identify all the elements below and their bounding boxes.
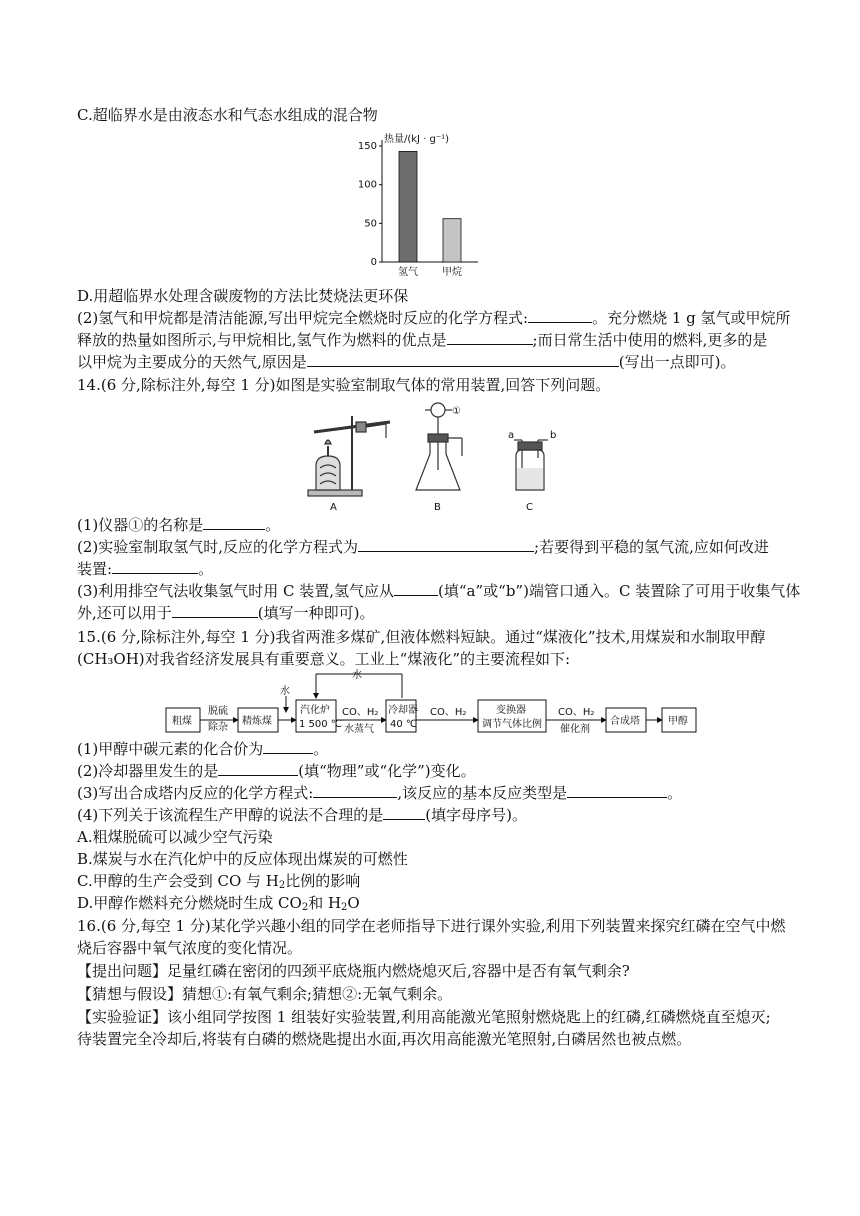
q15-p1-text: (1)甲醇中碳元素的化合价为 bbox=[77, 740, 264, 758]
q15-opt-d-sub-1: 2 bbox=[301, 902, 309, 913]
q14-part1 bbox=[77, 514, 280, 536]
answer-blank[interactable] bbox=[307, 351, 619, 367]
q14-stem: 14.(6 分,除标注外,每空 1 分)如图是实验室制取气体的常用装置,回答下列问题。 bbox=[77, 376, 611, 394]
q13-p2-text-3: 释放的热量如图所示,与甲烷相比,氢气作为燃料的优点是 bbox=[77, 331, 447, 349]
q13-option-d: D.用超临界水处理含碳废物的方法比焚烧法更环保 bbox=[77, 287, 409, 305]
answer-blank[interactable] bbox=[447, 329, 533, 345]
q16-stem-line2: 烧后容器中氧气浓度的变化情况。 bbox=[77, 939, 303, 957]
q14-p1-end: 。 bbox=[265, 516, 281, 534]
flow-gas-mix-4: CO、H₂ bbox=[558, 707, 595, 718]
answer-blank[interactable] bbox=[313, 782, 397, 798]
chart-bar-2 bbox=[443, 219, 461, 262]
answer-blank[interactable] bbox=[218, 760, 298, 776]
flow-desulfur-2: 除杂 bbox=[208, 722, 228, 733]
q14-p2-text-2: ;若要得到平稳的氢气流,应如何改进 bbox=[534, 538, 769, 556]
flow-synthesis-tower: 合成塔 bbox=[610, 716, 640, 727]
answer-blank[interactable] bbox=[358, 536, 534, 552]
q13-part2-line2 bbox=[77, 329, 767, 351]
flow-gas-mix-3: CO、H₂ bbox=[430, 707, 467, 718]
q14-p2-text-3: 装置: bbox=[77, 560, 113, 578]
flow-gas-mix-1: CO、H₂ bbox=[342, 707, 379, 718]
q14-p1-text: (1)仪器①的名称是 bbox=[77, 516, 204, 534]
q16-verify-line1: 【实验验证】该小组同学按图 1 组装好实验装置,利用高能激光笔照射燃烧匙上的红磷,红磷燃烧直至熄灭; bbox=[77, 1008, 771, 1026]
q14-p3-text-1: (3)利用排空气法收集氢气时用 C 装置,氢气应从 bbox=[77, 582, 395, 600]
answer-blank[interactable] bbox=[172, 602, 258, 618]
chart-category-label: 甲烷 bbox=[442, 267, 462, 278]
q13-p2-text-1: (2)氢气和甲烷都是清洁能源,写出甲烷完全燃烧时反应的化学方程式: bbox=[77, 309, 529, 327]
q15-p3-text-3: 。 bbox=[667, 784, 683, 802]
q15-stem-line2: (CH₃OH)对我省经济发展具有重要意义。工业上“煤液化”的主要流程如下: bbox=[77, 650, 571, 668]
q14-p3-text-3: 外,还可以用于 bbox=[77, 604, 172, 622]
q13-p2-text-4: ;而日常生活中使用的燃料,更多的是 bbox=[532, 331, 768, 349]
answer-blank[interactable] bbox=[263, 738, 313, 754]
q15-p3-text-1: (3)写出合成塔内反应的化学方程式: bbox=[77, 784, 314, 802]
flow-desulfur-1: 脱硫 bbox=[208, 706, 228, 717]
q16-stem-line1: 16.(6 分,每空 1 分)某化学兴趣小组的同学在老师指导下进行课外实验,利用下列装置来探究红磷在空气中燃 bbox=[77, 917, 786, 935]
q13-p2-text-6: (写出一点即可)。 bbox=[618, 353, 736, 371]
q16-hypothesis: 【猜想与假设】猜想①:有氧气剩余;猜想②:无氧气剩余。 bbox=[77, 985, 453, 1003]
flow-water-top: 水 bbox=[352, 670, 362, 681]
q15-part1 bbox=[77, 738, 328, 760]
chart-y-tick-label: 50 bbox=[364, 218, 377, 230]
q14-p3-text-2: (填“a”或“b”)端管口通入。C 装置除了可用于收集气体 bbox=[438, 582, 801, 600]
q15-p4-text-1: (4)下列关于该流程生产甲醇的说法不合理的是 bbox=[77, 806, 384, 824]
coal-liquefaction-flow bbox=[160, 668, 700, 740]
flow-methanol: 甲醇 bbox=[668, 716, 688, 727]
answer-blank[interactable] bbox=[394, 580, 438, 596]
chart-y-tick-label: 0 bbox=[370, 257, 377, 268]
q15-option-a: A.粗煤脱硫可以减少空气污染 bbox=[77, 828, 273, 846]
answer-blank[interactable] bbox=[528, 307, 592, 323]
q15-opt-c-sub: 2 bbox=[278, 880, 286, 891]
q13-option-c: C.超临界水是由液态水和气态水组成的混合物 bbox=[77, 106, 378, 124]
label-c: C bbox=[526, 502, 533, 513]
chart-category-label: 氢气 bbox=[398, 267, 418, 278]
flow-gasifier-2: 1 500 ℃ bbox=[299, 719, 343, 730]
q15-opt-d-text-1: D.甲醇作燃料充分燃烧时生成 CO bbox=[77, 894, 302, 912]
flow-converter-1: 变换器 bbox=[496, 705, 526, 716]
answer-blank[interactable] bbox=[203, 514, 265, 530]
port-b-label: b bbox=[550, 430, 557, 441]
flow-cooler-1: 冷却器 bbox=[388, 705, 418, 716]
q15-opt-d-text-3: O bbox=[347, 894, 360, 912]
apparatus-c bbox=[514, 440, 548, 490]
chart-y-tick-label: 150 bbox=[357, 141, 377, 152]
answer-blank[interactable] bbox=[112, 558, 198, 574]
q14-part2-line2 bbox=[77, 558, 213, 580]
apparatus-a bbox=[308, 416, 390, 496]
q15-p4-text-2: (填字母序号)。 bbox=[425, 806, 527, 824]
q15-p2-text-1: (2)冷却器里发生的是 bbox=[77, 762, 219, 780]
q15-p3-text-2: ,该反应的基本反应类型是 bbox=[397, 784, 568, 802]
q14-p2-text-4: 。 bbox=[198, 560, 214, 578]
label-a: A bbox=[330, 502, 337, 513]
answer-blank[interactable] bbox=[383, 804, 425, 820]
instrument-mark-1: ① bbox=[452, 406, 461, 417]
q15-opt-c-text-2: 比例的影响 bbox=[285, 872, 361, 890]
q15-part3 bbox=[77, 782, 682, 804]
flow-water-in: 水 bbox=[280, 686, 290, 697]
q15-p2-text-2: (填“物理”或“化学”)变化。 bbox=[298, 762, 476, 780]
q14-part2-line1 bbox=[77, 536, 769, 558]
chart-y-tick-label: 100 bbox=[357, 179, 377, 191]
port-a-label: a bbox=[508, 430, 515, 441]
q13-p2-text-5: 以甲烷为主要成分的天然气,原因是 bbox=[77, 353, 307, 371]
chart-y-axis-label: 热量/(kJ · g⁻¹) bbox=[384, 134, 450, 145]
flow-converter-2: 调节气体比例 bbox=[482, 719, 542, 730]
q15-opt-d-text-2: 和 H bbox=[308, 894, 342, 912]
flow-refined-coal: 精炼煤 bbox=[242, 716, 272, 727]
flow-cooler-2: 40 ℃ bbox=[390, 719, 418, 730]
q14-p3-text-4: (填写一种即可)。 bbox=[257, 604, 375, 622]
answer-blank[interactable] bbox=[567, 782, 667, 798]
q15-option-b: B.煤炭与水在汽化炉中的反应体现出煤炭的可燃性 bbox=[77, 850, 408, 868]
gas-apparatus-figure bbox=[300, 398, 570, 514]
q16-question: 【提出问题】足量红磷在密闭的四颈平底烧瓶内燃烧熄灭后,容器中是否有氧气剩余? bbox=[77, 962, 630, 980]
q15-part4 bbox=[77, 804, 527, 826]
flow-crude-coal: 粗煤 bbox=[172, 716, 192, 727]
q13-part2-line3 bbox=[77, 351, 736, 373]
q15-part2 bbox=[77, 760, 476, 782]
q15-opt-d-sub-2: 2 bbox=[341, 902, 348, 913]
flow-gasifier-1: 汽化炉 bbox=[300, 705, 330, 716]
q13-part2-line1 bbox=[77, 307, 791, 329]
q15-p1-end: 。 bbox=[313, 740, 329, 758]
q13-p2-text-2: 。充分燃烧 1 g 氢气或甲烷所 bbox=[592, 309, 791, 327]
flow-gas-mix-2: 水蒸气 bbox=[344, 724, 374, 735]
chart-bar-1 bbox=[399, 151, 417, 262]
label-b: B bbox=[434, 502, 441, 513]
q14-part3-line2 bbox=[77, 602, 375, 624]
heat-bar-chart bbox=[350, 128, 500, 280]
q16-verify-line2: 待装置完全冷却后,将装有白磷的燃烧匙提出水面,再次用高能激光笔照射,白磷居然也被点燃。 bbox=[77, 1030, 692, 1048]
q15-opt-c-text-1: C.甲醇的生产会受到 CO 与 H bbox=[77, 872, 279, 890]
flow-catalyst: 催化剂 bbox=[560, 724, 590, 735]
q14-p2-text-1: (2)实验室制取氢气时,反应的化学方程式为 bbox=[77, 538, 359, 556]
q15-stem-line1: 15.(6 分,除标注外,每空 1 分)我省两淮多煤矿,但液体燃料短缺。通过“煤液化”技术,用煤炭和水制取甲醇 bbox=[77, 628, 766, 646]
q14-part3-line1 bbox=[77, 580, 800, 602]
